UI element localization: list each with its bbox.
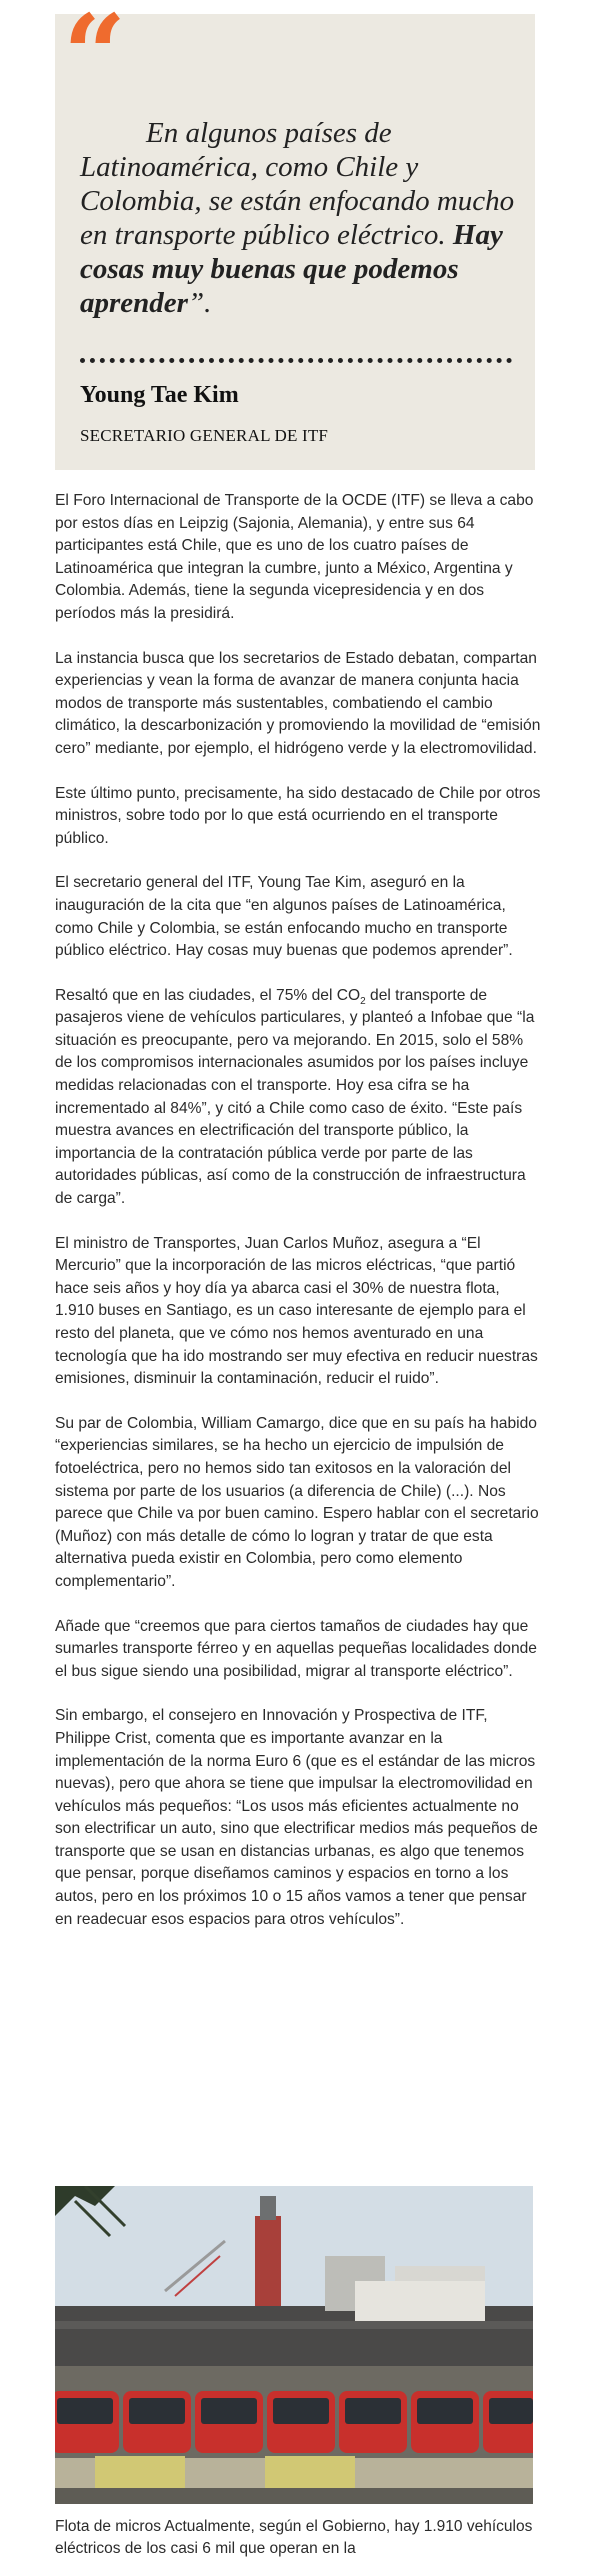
paragraph: El Foro Internacional de Transporte de la OCDE (ITF) se lleva a cabo por estos días en Leipzig (Sajonia, Alemania), y entre sus 64 participantes está Chile, que es uno de los cuatro países de Latinoamérica que integran la cumbre, junto a México, Argentina y Colombia. Además, tiene la segunda vicepresidencia y en dos períodos más la presidirá. — [55, 492, 534, 622]
photo-caption: Flota de micros Actualmente, según el Gobierno, hay 1.910 vehículos eléctricos de los casi 6 mil que operan en la — [55, 2518, 533, 2557]
paragraph: El ministro de Transportes, Juan Carlos Muñoz, asegura a “El Mercurio” que la incorporación de las micros eléctricas, “que partió hace seis años y hoy día ya abarca casi el 30% de nuestra flota, 1.910 buses en Santiago, es un caso interesante de ejemplo para el resto del planeta, que ve cómo nos hemos aventurado en una tecnología que ha ido mostrando ser muy efectiva en reducir nuestras emisiones, disminuir la contaminación, reducir el ruido”. — [55, 1234, 538, 1388]
electric-bus-fleet-photo — [55, 2186, 533, 2504]
paragraph: Su par de Colombia, William Camargo, dice que en su país ha habido “experiencias similares, se ha hecho un ejercicio de impulsión de fotoeléctrica, pero no hemos sido tan exitosos en la valoración del sistema por parte de los usuarios (a diferencia de Chile) (...). Nos parece que Chile va por buen camino. Espero hablar con el secretario (Muñoz) con más detalle de cómo lo logran y tratar de que esta alternativa pueda existir en Colombia, pero como elemento complementario”. — [55, 1414, 539, 1590]
paragraph: Este último punto, precisamente, ha sido destacado de Chile por otros ministros, sobre todo por lo que está ocurriendo en el transporte público. — [55, 784, 541, 847]
paragraph-text: del transporte de pasajeros viene de vehículos particulares, y planteó a Infobae que “la situación es preocupante, pero va mejorando. En 2015, solo el 58% de los compromisos internacionales asumidos por los países incluye medidas relacionadas con el transporte. Hoy esa cifra se ha incrementado al 84%”, y citó a Chile como caso de éxito. “Este país muestra avances en electrificación del transporte público, la importancia de la contratación pública verde por parte de las autoridades públicas, así como de la construcción de infraestructura de carga”. — [55, 986, 535, 1208]
quote-divider — [80, 358, 512, 363]
co2-subscript: 2 — [360, 995, 366, 1007]
quote-text — [80, 116, 520, 320]
quote-author-role: SECRETARIO GENERAL DE ITF — [80, 426, 329, 445]
photo-illustration — [55, 2186, 533, 2504]
paragraph-text: Resaltó que en las ciudades, el 75% del CO — [55, 986, 361, 1004]
paragraph: Sin embargo, el consejero en Innovación y Prospectiva de ITF, Philippe Crist, comenta que es importante avanzar en la implementación de la norma Euro 6 (que es el estándar de las micros nuevas), pero que ahora se tiene que impulsar la electromovilidad en vehículos más pequeños: “Los usos más eficientes actualmente no son electrificar un auto, sino que electrificar medios más pequeños de transporte que se usan en distancias urbanas, es algo que tenemos que pensar, porque diseñamos caminos y espacios en torno a los autos, pero en los próximos 10 o 15 años vamos a tener que pensar en readecuar esos espacios para otros vehículos”. — [55, 1707, 538, 1928]
quote-text-italic: En algunos países de Latinoamérica, como Chile y Colombia, se están enfocando mucho en transporte público eléctrico. — [80, 117, 515, 251]
quote-author: Young Tae Kim — [80, 382, 239, 408]
pull-quote — [55, 0, 535, 470]
quote-text-end: ”. — [187, 287, 212, 319]
quote-text-bold: Hay cosas muy buenas que podemos aprender — [80, 219, 503, 319]
paragraph: La instancia busca que los secretarios de Estado debatan, compartan experiencias y vean la forma de avanzar de manera conjunta hacia modos de transporte más sustentables, combatiendo el cambio climático, la descarbonización y promoviendo la movilidad de “emisión cero” mediante, por ejemplo, el hidrógeno verde y la electromovilidad. — [55, 649, 541, 757]
paragraph: Añade que “creemos que para ciertos tamaños de ciudades hay que sumarles transporte férreo y en aquellas pequeñas localidades donde el bus sigue siendo una posibilidad, migrar al transporte eléctrico”. — [55, 1617, 537, 1680]
article-body — [55, 490, 543, 1953]
quote-mark-icon: “ — [63, 0, 127, 119]
paragraph: El secretario general del ITF, Young Tae Kim, aseguró en la inauguración de la cita que “en algunos países de Latinoamérica, como Chile y Colombia, se están enfocando mucho en transporte público eléctrico. Hay cosas muy buenas que podemos aprender”. — [55, 874, 513, 960]
paragraph — [55, 985, 543, 1211]
